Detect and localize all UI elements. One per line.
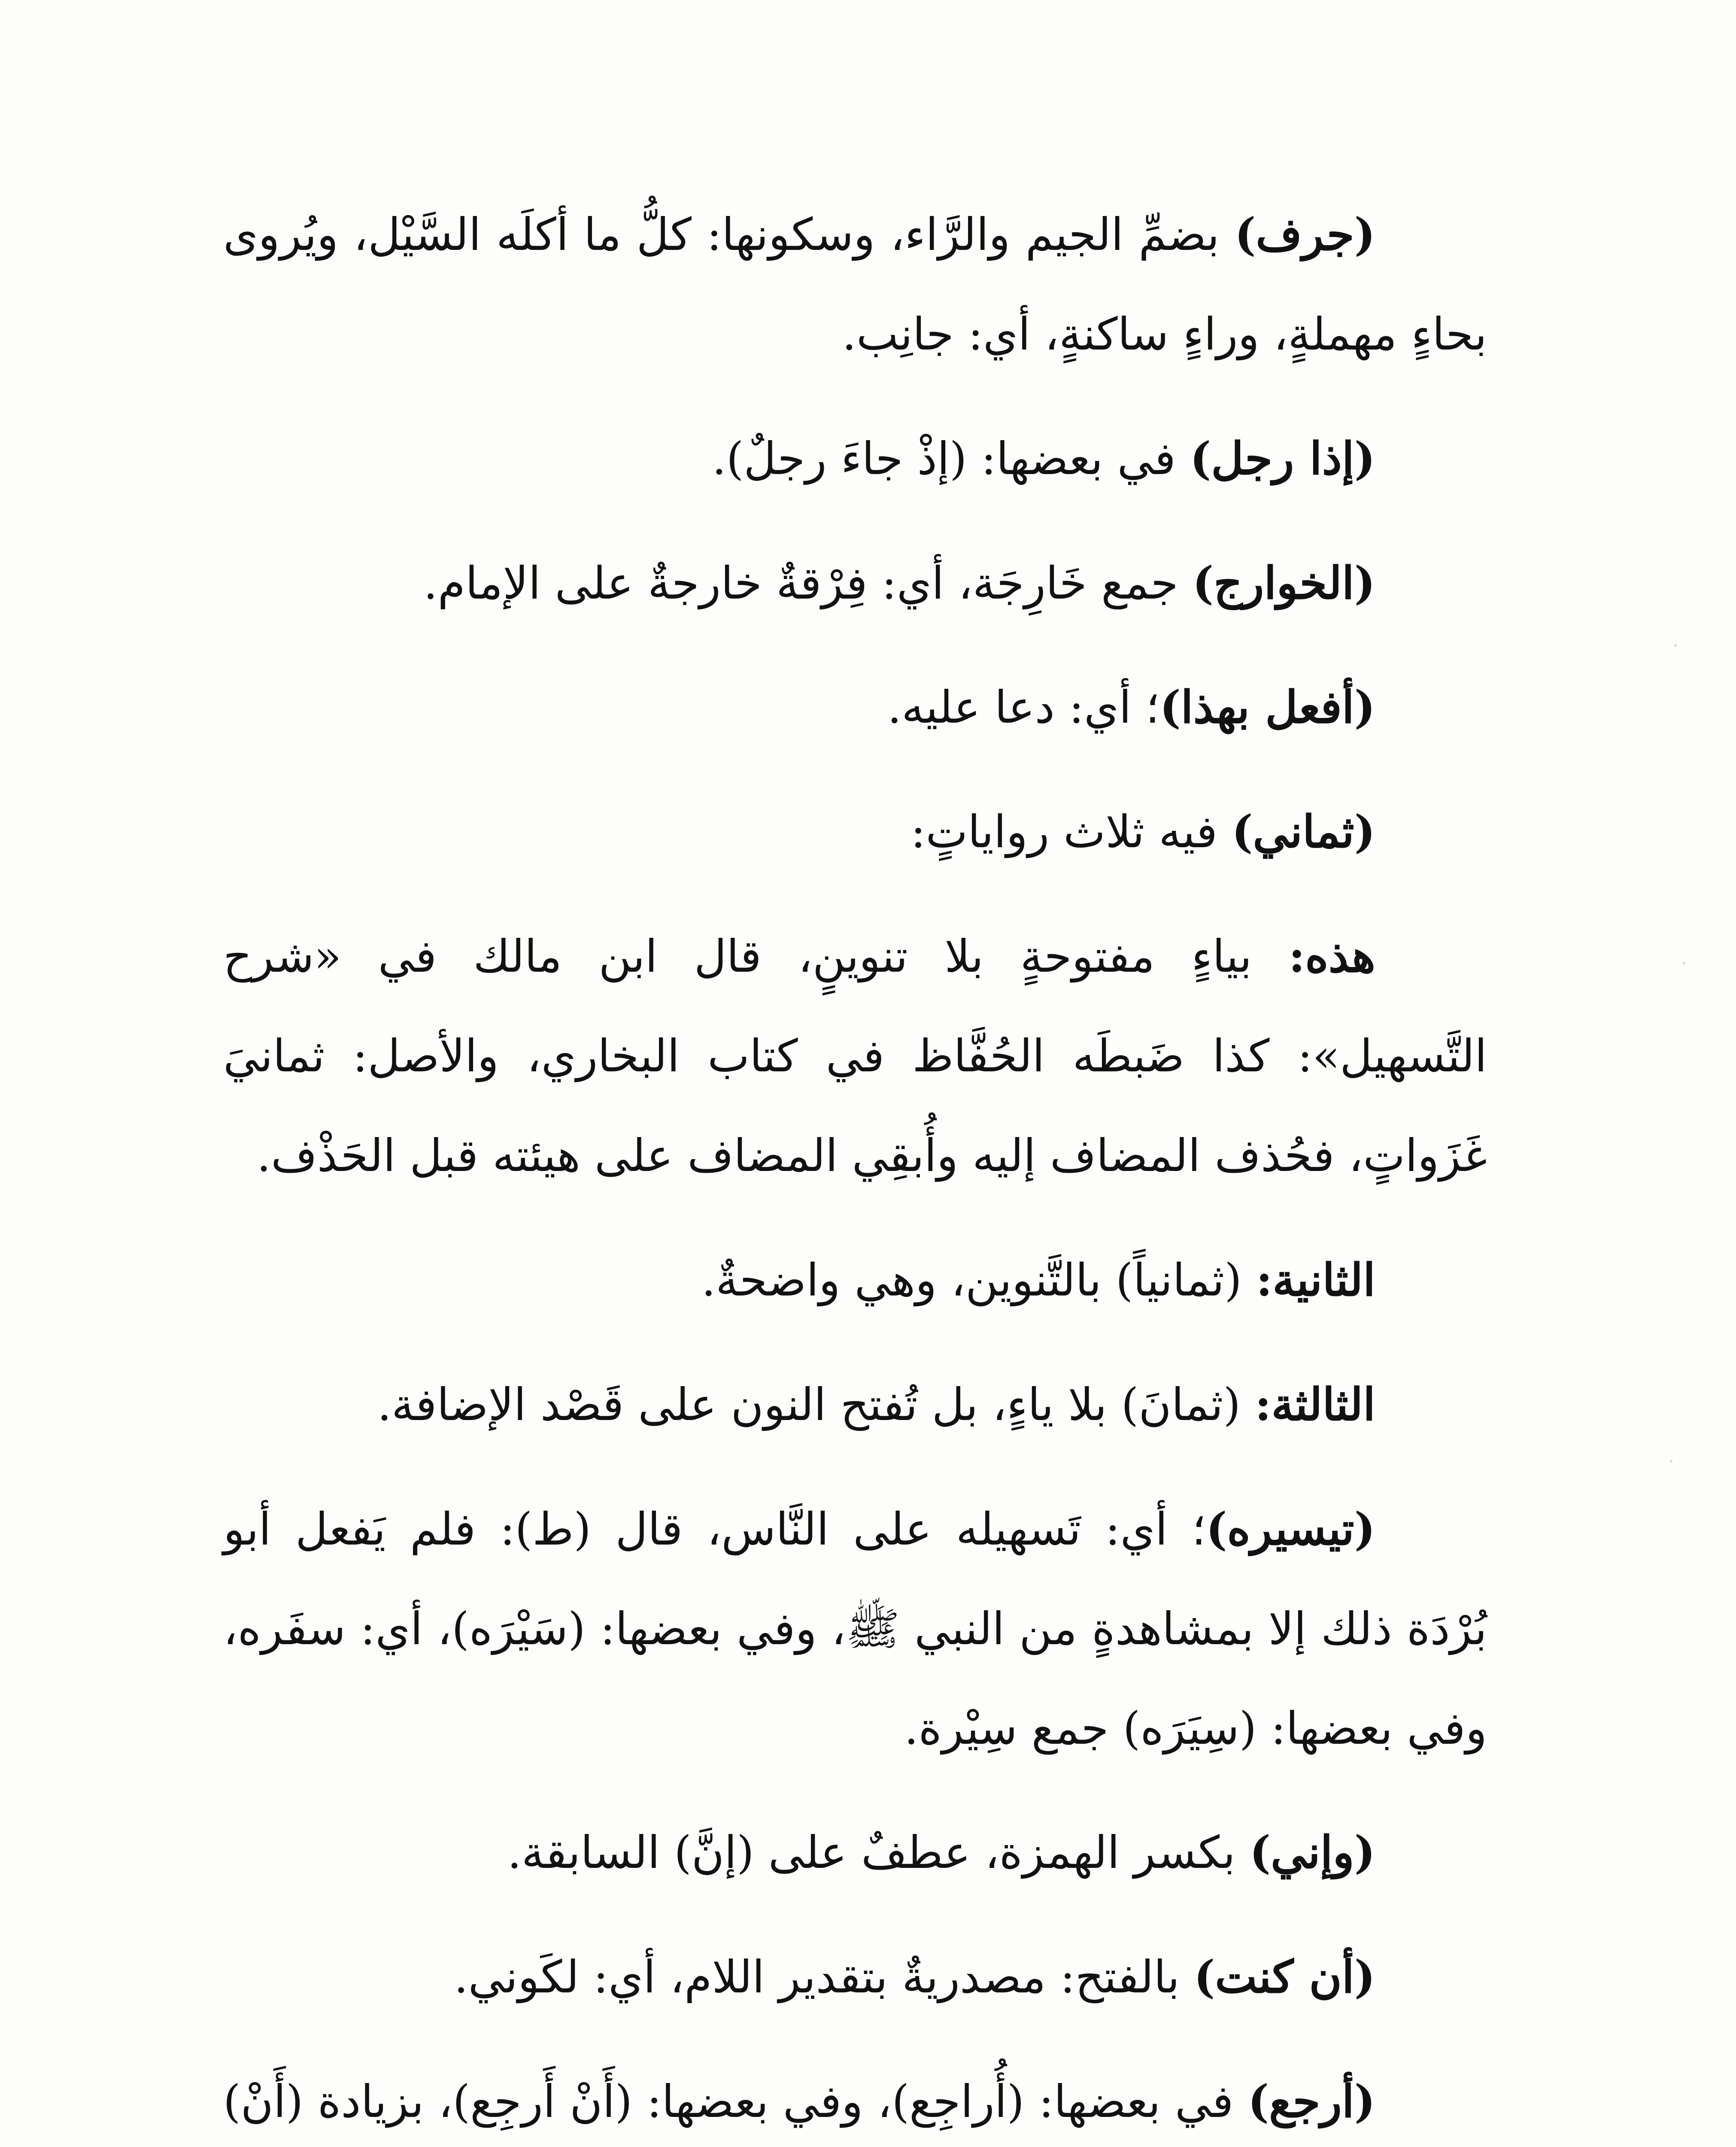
paragraph-term: (أرجع) <box>1247 2074 1375 2128</box>
paragraph-term: الثانية: <box>1256 1253 1375 1306</box>
paragraph-term: (الخوارج) <box>1192 556 1375 609</box>
paragraph-body: (ثمانَ) بلا ياءٍ، بل تُفتح النون على قَصْد الإضافة. <box>377 1378 1255 1431</box>
paragraph-idha-rajul <box>223 409 1487 508</box>
paragraph-body: جمع خَارِجَة، أي: فِرْقةٌ خارجةٌ على الإمام. <box>423 557 1193 609</box>
paragraph-term: (وإني) <box>1249 1826 1375 1879</box>
commentary-text <box>223 185 1487 2147</box>
paragraph-body: فيه ثلاث رواياتٍ: <box>910 806 1232 858</box>
paper-speck <box>1683 962 1685 964</box>
paragraph-khawarij <box>223 533 1487 633</box>
paper-speck <box>1670 1460 1672 1463</box>
paragraph-second-reading <box>223 1230 1487 1330</box>
paper-speck <box>1674 644 1677 647</box>
paragraph-third-reading <box>223 1355 1487 1454</box>
paragraph-term: (إذا رجل) <box>1190 432 1375 485</box>
paragraph-term: الثالثة: <box>1255 1378 1375 1431</box>
paragraph-term: (ثماني) <box>1232 805 1375 858</box>
paragraph-term: (جرف) <box>1235 208 1375 261</box>
paragraph-body: في بعضها: (إذْ جاءَ رجلٌ). <box>712 432 1190 485</box>
paragraph-body: بكسر الهمزة، عطفٌ على (إنَّ) السابقة. <box>507 1826 1250 1879</box>
paragraph-an-kuntu <box>223 1927 1487 2027</box>
paragraph-term: هذه: <box>1288 930 1375 983</box>
paragraph-wa-inni <box>223 1803 1487 1902</box>
paragraph-body: ؛ أي: تَسهيله على النَّاس، قال (ط): فلم يَفعل أبو بُرْدَة ذلك إلا بمشاهدةٍ من النبي ﷺ، وفي بعضها: (سَيْرَه)، أي: سفَره، وفي بعضها: (سِيَرَه) جمع سِيْرة. <box>223 1502 1487 1755</box>
paragraph-body: بضمِّ الجيم والرَّاء، وسكونها: كلُّ ما أكلَه السَّيْل، ويُروى بحاءٍ مهملةٍ، وراءٍ ساكنةٍ، أي: جانِب. <box>223 208 1487 360</box>
paragraph-thamani <box>223 782 1487 882</box>
paragraph-afal-bihadha <box>223 657 1487 757</box>
paragraph-body: في بعضها: (أُراجِع)، وفي بعضها: (أَنْ أَرجِع)، بزيادة (أَنْ) <box>223 2075 1234 2128</box>
paragraph-arjiu <box>223 2052 1487 2147</box>
paragraph-body: ؛ أي: دعا عليه. <box>887 681 1160 734</box>
paragraph-taysirihi <box>223 1479 1487 1778</box>
paragraph-term: (أن كنت) <box>1194 1950 1375 2004</box>
paragraph-body: بالفتح: مصدريةٌ بتقدير اللام، أي: لكَوني. <box>454 1951 1194 2004</box>
paragraph-term: (أفعل بهذا) <box>1159 681 1375 734</box>
paragraph-term: (تيسيره) <box>1206 1502 1375 1555</box>
paragraph-hadhihi <box>223 906 1487 1205</box>
paragraph-body: (ثمانياً) بالتَّنوين، وهي واضحةٌ. <box>701 1253 1256 1306</box>
paragraph-jurf <box>223 185 1487 384</box>
paragraph-body: بياءٍ مفتوحةٍ بلا تنوينٍ، قال ابن مالك في «شرح التَّسهيل»: كذا ضَبطَه الحُفَّاظ في كتاب البخاري، والأصل: ثمانيَ غَزَواتٍ، فحُذف المضاف إليه وأُبقِي المضاف على هيئته قبل الحَذْف. <box>223 930 1487 1182</box>
